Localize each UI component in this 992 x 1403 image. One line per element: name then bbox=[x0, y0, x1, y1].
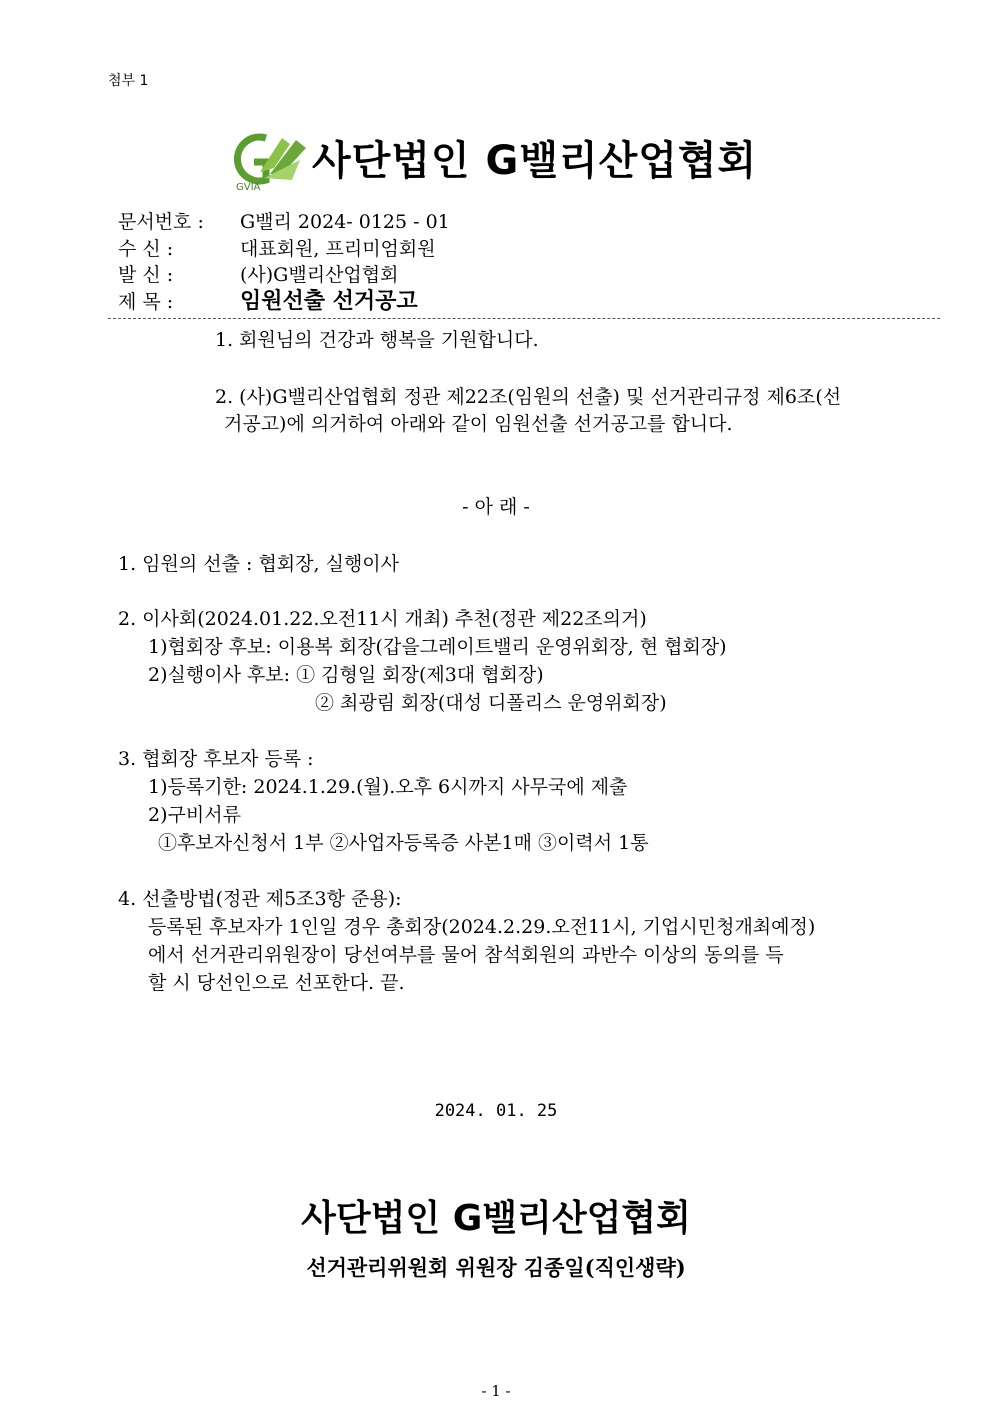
intro-paragraph-2-line-1: 2. (사)G밸리산업협회 정관 제22조(임원의 선출) 및 선거관리규정 제6조(선 bbox=[215, 386, 842, 408]
gvia-logo-icon bbox=[230, 130, 310, 192]
org-name-footer: 사단법인 G밸리산업협회 bbox=[301, 1198, 691, 1239]
header-divider bbox=[108, 318, 940, 319]
section-2-line-3: ② 최광림 회장(대성 디폴리스 운영위회장) bbox=[315, 692, 667, 714]
meta-subject: 제 목 : 임원선출 선거공고 bbox=[118, 288, 418, 314]
section-4-line-1: 등록된 후보자가 1인일 경우 총회장(2024.2.29.오전11시, 기업시민청개최예정) bbox=[148, 916, 816, 938]
section-4-title: 4. 선출방법(정관 제5조3항 준용): bbox=[118, 888, 402, 910]
intro-paragraph-1: 1. 회원님의 건강과 행복을 기원합니다. bbox=[215, 329, 539, 351]
page-number: - 1 - bbox=[481, 1382, 511, 1400]
org-name-header: 사단법인 G밸리산업협회 bbox=[312, 138, 758, 184]
section-3-line-3: ①후보자신청서 1부 ②사업자등록증 사본1매 ③이력서 1통 bbox=[158, 832, 649, 854]
section-4-line-3: 할 시 당선인으로 선포한다. 끝. bbox=[148, 972, 405, 994]
intro-paragraph-2-line-2: 거공고)에 의거하여 아래와 같이 임원선출 선거공고를 합니다. bbox=[224, 413, 733, 435]
section-3-line-1: 1)등록기한: 2024.1.29.(월).오후 6시까지 사무국에 제출 bbox=[148, 776, 628, 798]
signature-line: 선거관리위원회 위원장 김종일(직인생략) bbox=[306, 1255, 686, 1280]
document-date: 2024. 01. 25 bbox=[434, 1101, 558, 1121]
section-2-line-2: 2)실행이사 후보: ① 김형일 회장(제3대 협회장) bbox=[148, 664, 544, 686]
section-1: 1. 임원의 선출 : 협회장, 실행이사 bbox=[118, 553, 400, 575]
section-4-line-2: 에서 선거관리위원장이 당선여부를 물어 참석회원의 과반수 이상의 동의를 득 bbox=[148, 944, 784, 966]
section-2-line-1: 1)협회장 후보: 이용복 회장(갑을그레이트밸리 운영위회장, 현 협회장) bbox=[148, 636, 727, 658]
meta-recipient: 수 신 : 대표회원, 프리미엄회원 bbox=[118, 238, 436, 260]
meta-doc-number: 문서번호 : G밸리 2024- 0125 - 01 bbox=[118, 211, 450, 233]
meta-sender: 발 신 : (사)G밸리산업협회 bbox=[118, 264, 399, 286]
svg-text:GVIA: GVIA bbox=[236, 182, 261, 192]
section-3-line-2: 2)구비서류 bbox=[148, 804, 241, 826]
below-title: - 아 래 - bbox=[462, 496, 530, 518]
attachment-label: 첨부 1 bbox=[108, 73, 149, 89]
section-3-title: 3. 협회장 후보자 등록 : bbox=[118, 748, 314, 770]
header-logo bbox=[230, 130, 758, 192]
section-2-title: 2. 이사회(2024.01.22.오전11시 개최) 추천(정관 제22조의거) bbox=[118, 608, 647, 630]
